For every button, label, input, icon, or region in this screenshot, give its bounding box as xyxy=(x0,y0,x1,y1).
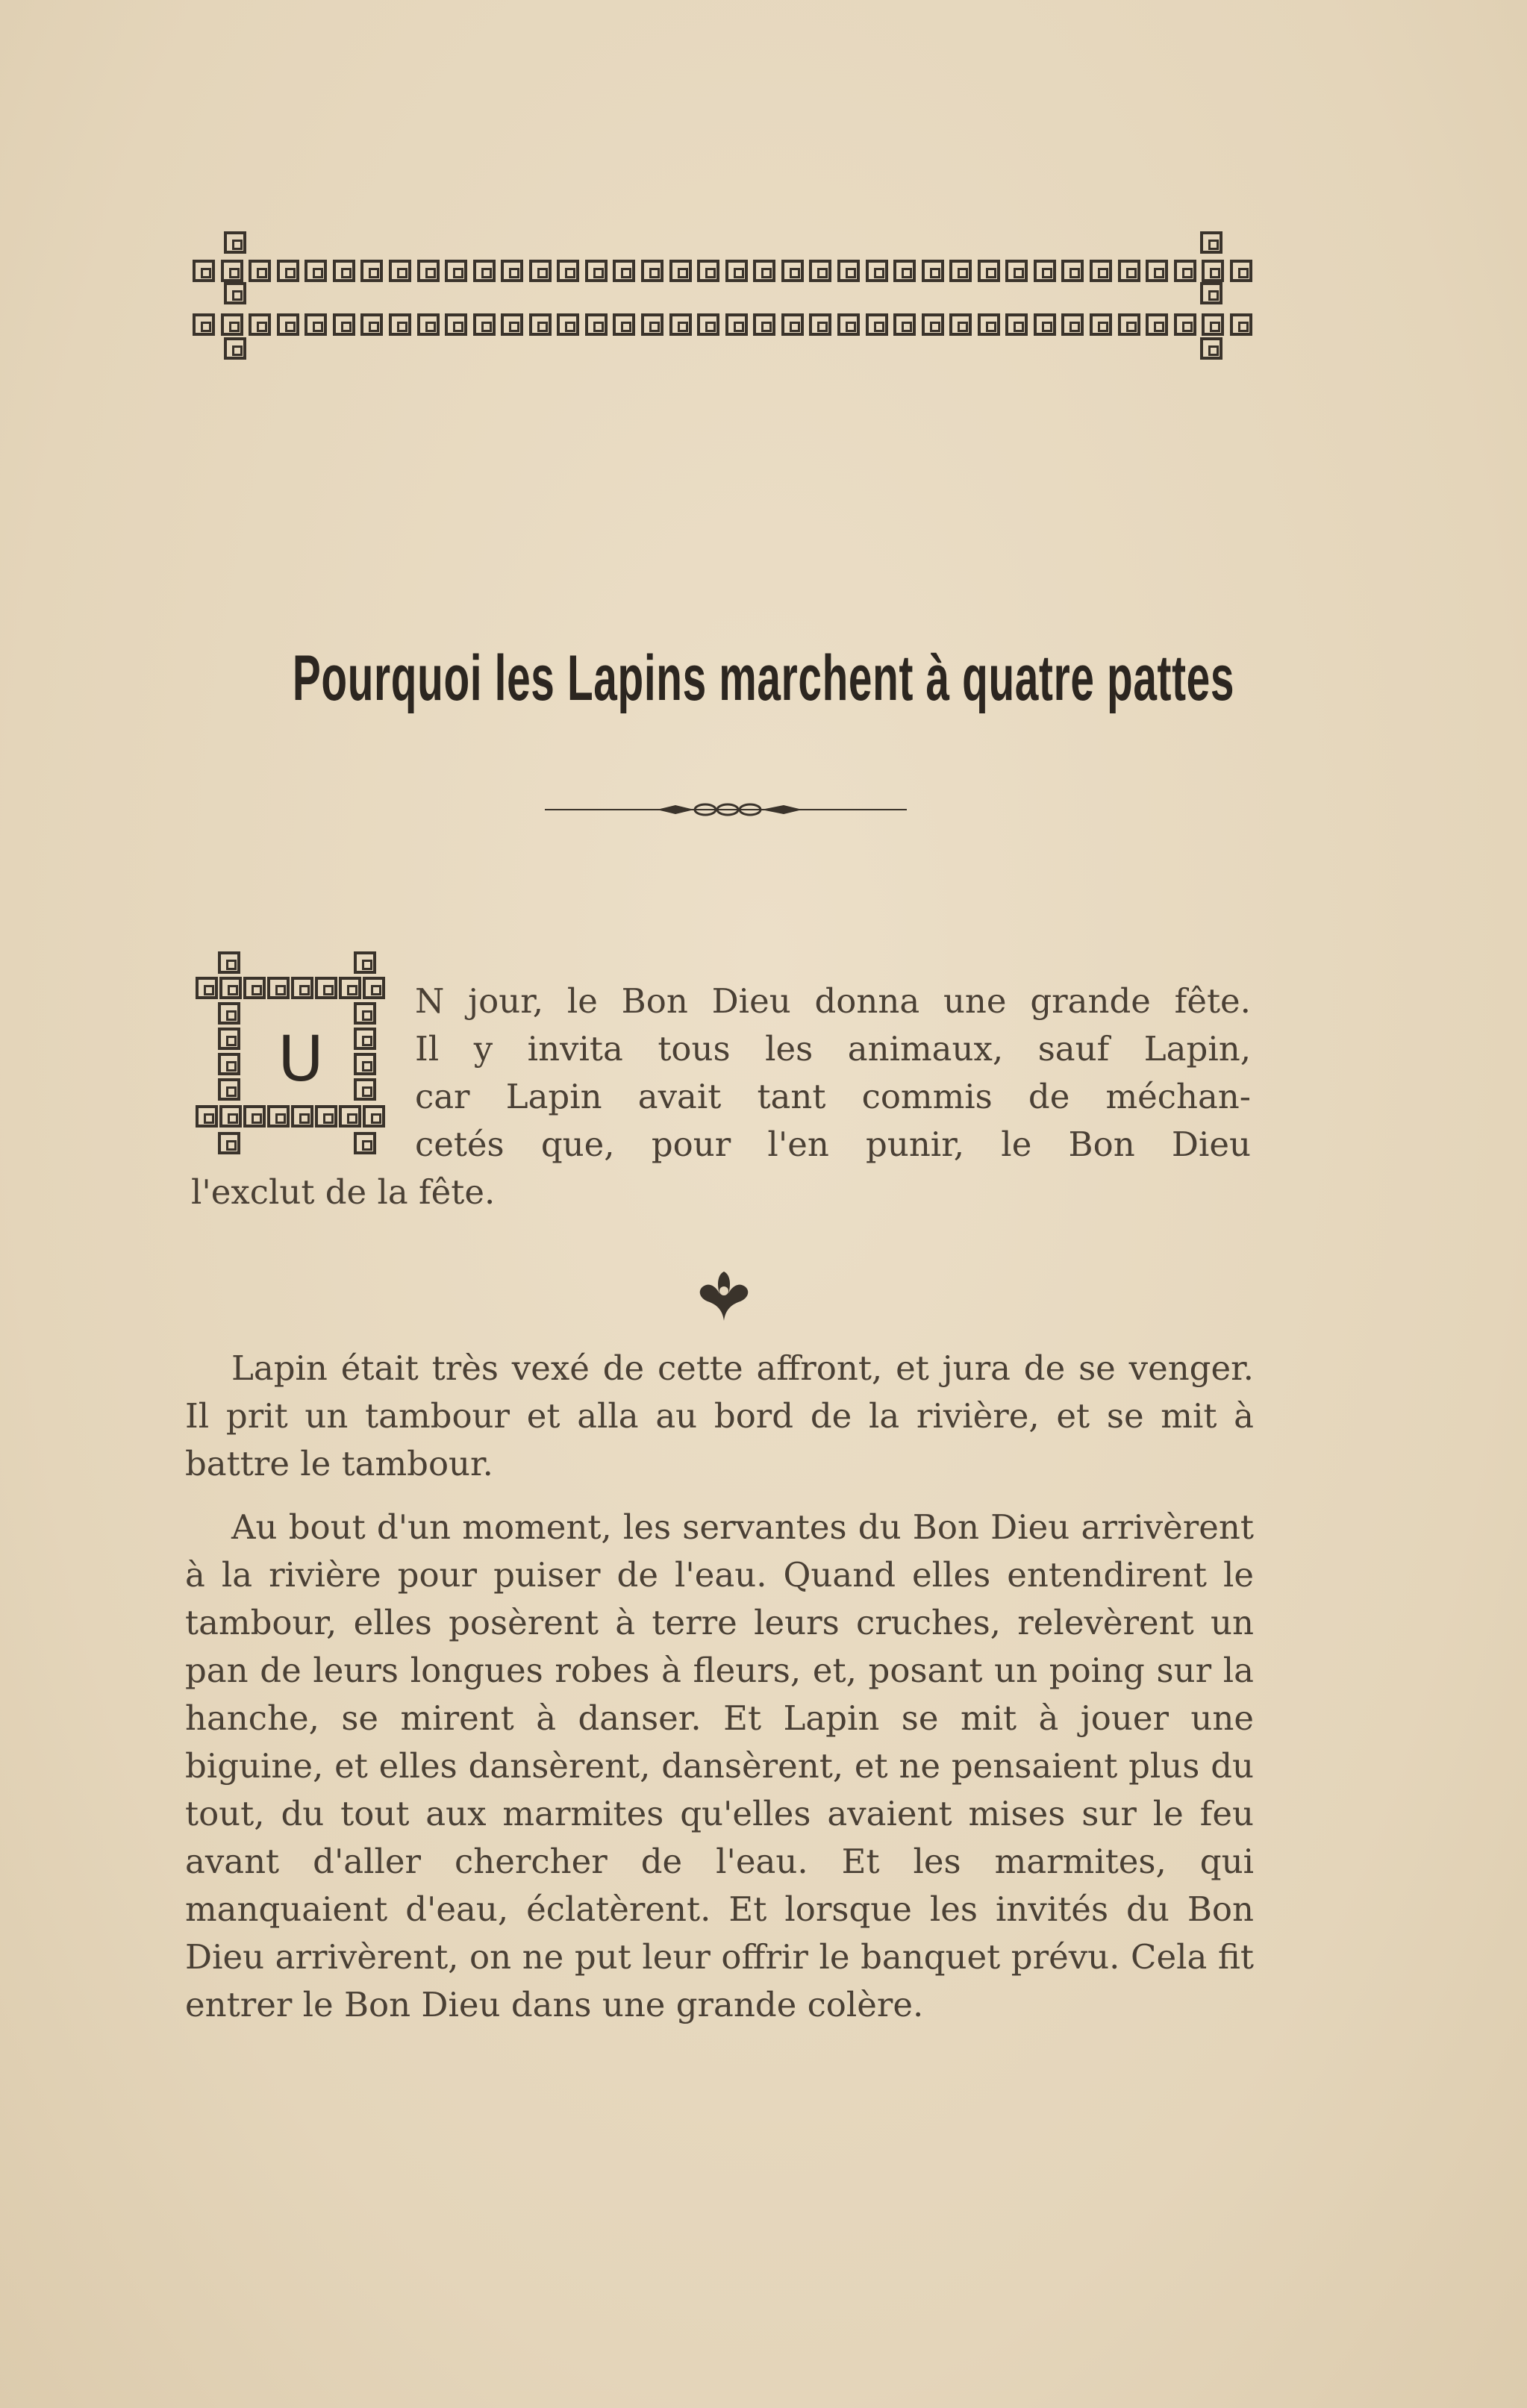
border-square-icon xyxy=(1202,313,1224,336)
border-square-icon xyxy=(837,313,860,336)
border-square-icon xyxy=(1146,313,1168,336)
intro-paragraph xyxy=(191,978,1251,1216)
border-square-icon xyxy=(781,260,804,282)
ornamental-rule-icon xyxy=(545,802,907,817)
border-square-icon xyxy=(221,313,243,336)
border-square-icon xyxy=(893,313,916,336)
border-square-icon xyxy=(501,313,523,336)
border-square-icon xyxy=(1200,282,1222,304)
border-square-icon xyxy=(725,313,748,336)
border-square-icon xyxy=(473,260,496,282)
border-square-icon xyxy=(1118,313,1140,336)
border-square-icon xyxy=(445,260,467,282)
border-square-icon xyxy=(1034,313,1056,336)
border-square-icon xyxy=(949,260,972,282)
border-square-icon xyxy=(557,313,579,336)
paragraph-3: Au bout d'un moment, les servantes du Bon Dieu arrivèrent à la rivière pour puiser de l'eau. Quand elles entendirent le tambour, elles posèrent à terre leurs cruches, relevèrent un pan de leurs longues robes à fleurs, et, posant un poing sur la hanche, se mirent à danser. Et Lapin se mit à jouer une biguine, et elles dansèrent, dansèrent, et ne pensaient plus du tout, du tout aux marmites qu'elles avaient mises sur le feu avant d'aller chercher de l'eau. Et les marmites, qui manquaient d'eau, éclatèrent. Et lorsque les invités du Bon Dieu arrivèrent, on ne put leur offrir le banquet prévu. Cela fit entrer le Bon Dieu dans une grande colère. xyxy=(185,1507,1254,2024)
border-square-icon xyxy=(529,313,552,336)
border-square-icon xyxy=(613,313,635,336)
intro-line: Il y invita tous les animaux, sauf Lapin, xyxy=(415,1029,1251,1069)
drop-cap-letter: U xyxy=(278,1022,324,1095)
border-square-icon xyxy=(529,260,552,282)
border-square-icon xyxy=(193,260,215,282)
border-square-icon xyxy=(866,260,888,282)
border-square-icon xyxy=(1034,260,1056,282)
border-square-icon xyxy=(417,260,440,282)
border-square-icon xyxy=(277,313,299,336)
border-square-icon xyxy=(641,313,663,336)
border-square-icon xyxy=(305,313,327,336)
border-square-icon xyxy=(753,260,775,282)
border-square-icon xyxy=(1061,313,1084,336)
border-square-icon xyxy=(922,313,944,336)
border-square-icon xyxy=(949,313,972,336)
border-square-icon xyxy=(1230,260,1252,282)
border-square-icon xyxy=(669,313,692,336)
border-square-icon xyxy=(501,260,523,282)
border-square-icon xyxy=(1174,260,1196,282)
border-square-icon xyxy=(978,260,1000,282)
intro-continuation: l'exclut de la fête. xyxy=(191,1172,496,1212)
border-square-icon xyxy=(837,260,860,282)
border-square-icon xyxy=(1061,260,1084,282)
border-square-icon xyxy=(641,260,663,282)
border-square-icon xyxy=(1200,337,1222,360)
border-square-icon xyxy=(1090,260,1112,282)
paragraph-2: Lapin était très vexé de cette affront, et jura de se venger. Il prit un tambour et alla au bord de la rivière, et se mit à battre le tambour. xyxy=(185,1348,1254,1483)
border-square-icon xyxy=(725,260,748,282)
border-square-icon xyxy=(193,313,215,336)
border-square-icon xyxy=(333,313,355,336)
border-square-icon xyxy=(224,231,246,254)
border-square-icon xyxy=(978,313,1000,336)
border-square-icon xyxy=(613,260,635,282)
border-square-icon xyxy=(1200,231,1222,254)
border-square-icon xyxy=(697,313,719,336)
border-square-icon xyxy=(389,260,411,282)
border-square-icon xyxy=(1146,260,1168,282)
border-square-icon xyxy=(585,260,608,282)
decorative-border-bottom xyxy=(193,310,1252,340)
intro-line: N jour, le Bon Dieu donna une grande fête. xyxy=(415,981,1251,1021)
border-square-icon xyxy=(1174,313,1196,336)
page-title: Pourquoi les Lapins marchent à quatre pattes xyxy=(292,642,1235,714)
drop-cap-square-icon xyxy=(218,951,240,974)
border-square-icon xyxy=(445,313,467,336)
border-square-icon xyxy=(277,260,299,282)
border-square-icon xyxy=(389,313,411,336)
border-square-icon xyxy=(249,260,271,282)
border-square-icon xyxy=(1230,313,1252,336)
border-square-icon xyxy=(305,260,327,282)
border-square-icon xyxy=(893,260,916,282)
decorative-border-top xyxy=(193,256,1252,286)
border-square-icon xyxy=(360,260,383,282)
border-square-icon xyxy=(1202,260,1224,282)
intro-line: cetés que, pour l'en punir, le Bon Dieu xyxy=(415,1125,1251,1164)
intro-line: car Lapin avait tant commis de méchan- xyxy=(415,1077,1251,1116)
border-square-icon xyxy=(585,313,608,336)
border-square-icon xyxy=(557,260,579,282)
border-square-icon xyxy=(224,337,246,360)
border-square-icon xyxy=(922,260,944,282)
border-square-icon xyxy=(1090,313,1112,336)
border-square-icon xyxy=(781,313,804,336)
border-square-icon xyxy=(809,313,831,336)
border-square-icon xyxy=(473,313,496,336)
fleuron-icon xyxy=(694,1269,754,1325)
drop-cap-square-icon xyxy=(354,951,376,974)
border-square-icon xyxy=(697,260,719,282)
border-square-icon xyxy=(1005,260,1028,282)
border-square-icon xyxy=(866,313,888,336)
border-square-icon xyxy=(809,260,831,282)
border-square-icon xyxy=(753,313,775,336)
border-square-icon xyxy=(1118,260,1140,282)
border-square-icon xyxy=(417,313,440,336)
border-square-icon xyxy=(249,313,271,336)
border-square-icon xyxy=(333,260,355,282)
border-square-icon xyxy=(669,260,692,282)
border-square-icon xyxy=(1005,313,1028,336)
border-square-icon xyxy=(221,260,243,282)
border-square-icon xyxy=(224,282,246,304)
border-square-icon xyxy=(360,313,383,336)
